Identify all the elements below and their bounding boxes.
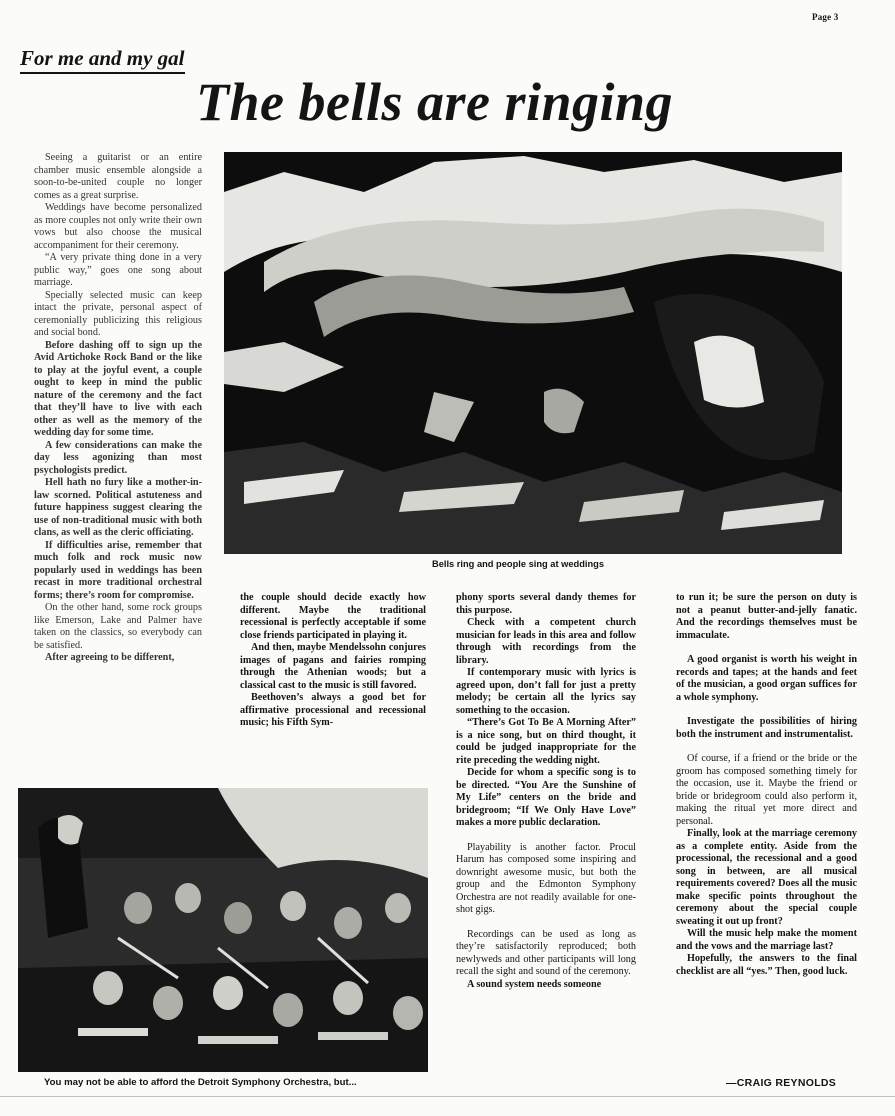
article-column-4 bbox=[676, 592, 857, 1074]
paragraph: “There’s Got To Be A Morning After” is a nice song, but on third thought, it could be judged inappropriate for the rite preceding the wedding night. bbox=[456, 717, 636, 766]
paragraph: Before dashing off to sign up the Avid Artichoke Rock Band or the like to play at the joyful event, a couple ought to keep in mind the public nature of the ceremony and the fact that they’ll have to live with each other as well as the memory of the wedding day for some time. bbox=[34, 339, 202, 438]
paragraph: Seeing a guitarist or an entire chamber music ensemble alongside a soon-to-be-united couple no longer comes as a great surprise. bbox=[34, 152, 202, 201]
paragraph: Recordings can be used as long as they’re satisfactorily reproduced; both newlyweds and other participants will long recall the sight and sound of the ceremony. bbox=[456, 928, 636, 977]
bottom-rule bbox=[0, 1096, 895, 1097]
paragraph: A sound system needs someone bbox=[467, 978, 602, 990]
paragraph: Finally, look at the marriage ceremony as a complete entity. Aside from the processional, the recessional and a good song in between, are all musical requirements covered? Does all the music make specific points throughout the ceremony about the special couple sweating it out up front? bbox=[676, 828, 857, 927]
paragraph: A few considerations can make the day less agonizing than most psychologists predict. bbox=[34, 439, 202, 476]
paragraph: If contemporary music with lyrics is agreed upon, don’t fall for just a pretty melody; be certain all the lyrics say something to the occasion. bbox=[456, 667, 636, 716]
paragraph: And then, maybe Mendelssohn conjures images of pagans and fairies romping through the Athenian woods; but a classical cast to the music is still favored. bbox=[240, 642, 426, 691]
paragraph: On the other hand, some rock groups like Emerson, Lake and Palmer have taken on the classics, so everybody can be satisfied. bbox=[34, 602, 202, 651]
paragraph: Decide for whom a specific song is to be directed. “You Are the Sunshine of My Life” centers on the bride and bridegroom; “If We Only Have Love” makes a more public declaration. bbox=[456, 767, 636, 828]
article-column-3 bbox=[456, 592, 636, 1092]
paragraph: Check with a competent church musician for leads in this area and follow through with recordings from the library. bbox=[456, 617, 636, 666]
paragraph: Of course, if a friend or the bride or the groom has composed something timely for the occasion, use it. Maybe the friend or bride or bridegroom could also perform it, making the ritual yet more direct and personal. bbox=[676, 753, 857, 827]
paragraph: Will the music help make the moment and the vows and the marriage last? bbox=[676, 928, 857, 952]
bells-photo-illustration bbox=[224, 152, 842, 554]
orchestra-photo-caption: You may not be able to afford the Detroit Symphony Orchestra, but... bbox=[44, 1077, 357, 1088]
article-column-1 bbox=[34, 152, 202, 774]
orchestra-photo-illustration bbox=[18, 788, 428, 1072]
paragraph: Specially selected music can keep intact the private, personal aspect of ceremonially publicizing this religious and social bond. bbox=[34, 289, 202, 338]
page-number: Page 3 bbox=[812, 12, 839, 22]
paragraph: the couple should decide exactly how different. Maybe the traditional recessional is perfectly acceptable if some close friends participated in playing it. bbox=[240, 592, 426, 641]
paragraph: to run it; be sure the person on duty is not a peanut butter-and-jelly fanatic. And the recordings themselves must be immaculate. bbox=[676, 592, 857, 641]
paragraph: Hell hath no fury like a mother-in-law scorned. Political astuteness and future happiness suggest clearing the use of non-traditional music with both clans, as well as the cleric officiating. bbox=[34, 477, 202, 538]
paragraph: phony sports several dandy themes for this purpose. bbox=[456, 592, 636, 616]
paragraph: If difficulties arise, remember that much folk and rock music now popularly used in weddings has been recast in more traditional orchestral forms; there’s room for compromise. bbox=[34, 539, 202, 601]
paragraph: Weddings have become personalized as more couples not only write their own vows but also choose the musical accompaniment for their ceremony. bbox=[34, 202, 202, 251]
article-headline: The bells are ringing bbox=[196, 72, 674, 132]
paragraph: Beethoven’s always a good bet for affirmative processional and recessional music; his Fifth Sym- bbox=[240, 692, 426, 728]
paragraph: “A very private thing done in a very public way,” goes one song about marriage. bbox=[34, 252, 202, 288]
paragraph: After agreeing to be different, bbox=[45, 652, 175, 663]
bells-photo-caption: Bells ring and people sing at weddings bbox=[432, 559, 605, 569]
article-column-2 bbox=[240, 592, 426, 772]
article-byline: —CRAIG REYNOLDS bbox=[726, 1077, 837, 1089]
paragraph: Hopefully, the answers to the final checklist are all “yes.” Then, good luck. bbox=[676, 953, 857, 977]
article-kicker: For me and my gal bbox=[20, 46, 185, 74]
orchestra-photo bbox=[18, 788, 428, 1072]
paragraph: Investigate the possibilities of hiring both the instrument and instrumentalist. bbox=[676, 716, 857, 740]
bells-photo bbox=[224, 152, 842, 554]
paragraph: A good organist is worth his weight in records and tapes; at the hands and feet of the musician, a good organ suffices for a whole symphony. bbox=[676, 654, 857, 703]
paragraph: Playability is another factor. Procul Harum has composed some inspiring and downright awesome music, but both the group and the Edmonton Symphony Orchestra are not readily available for one-shot gigs. bbox=[456, 841, 636, 915]
